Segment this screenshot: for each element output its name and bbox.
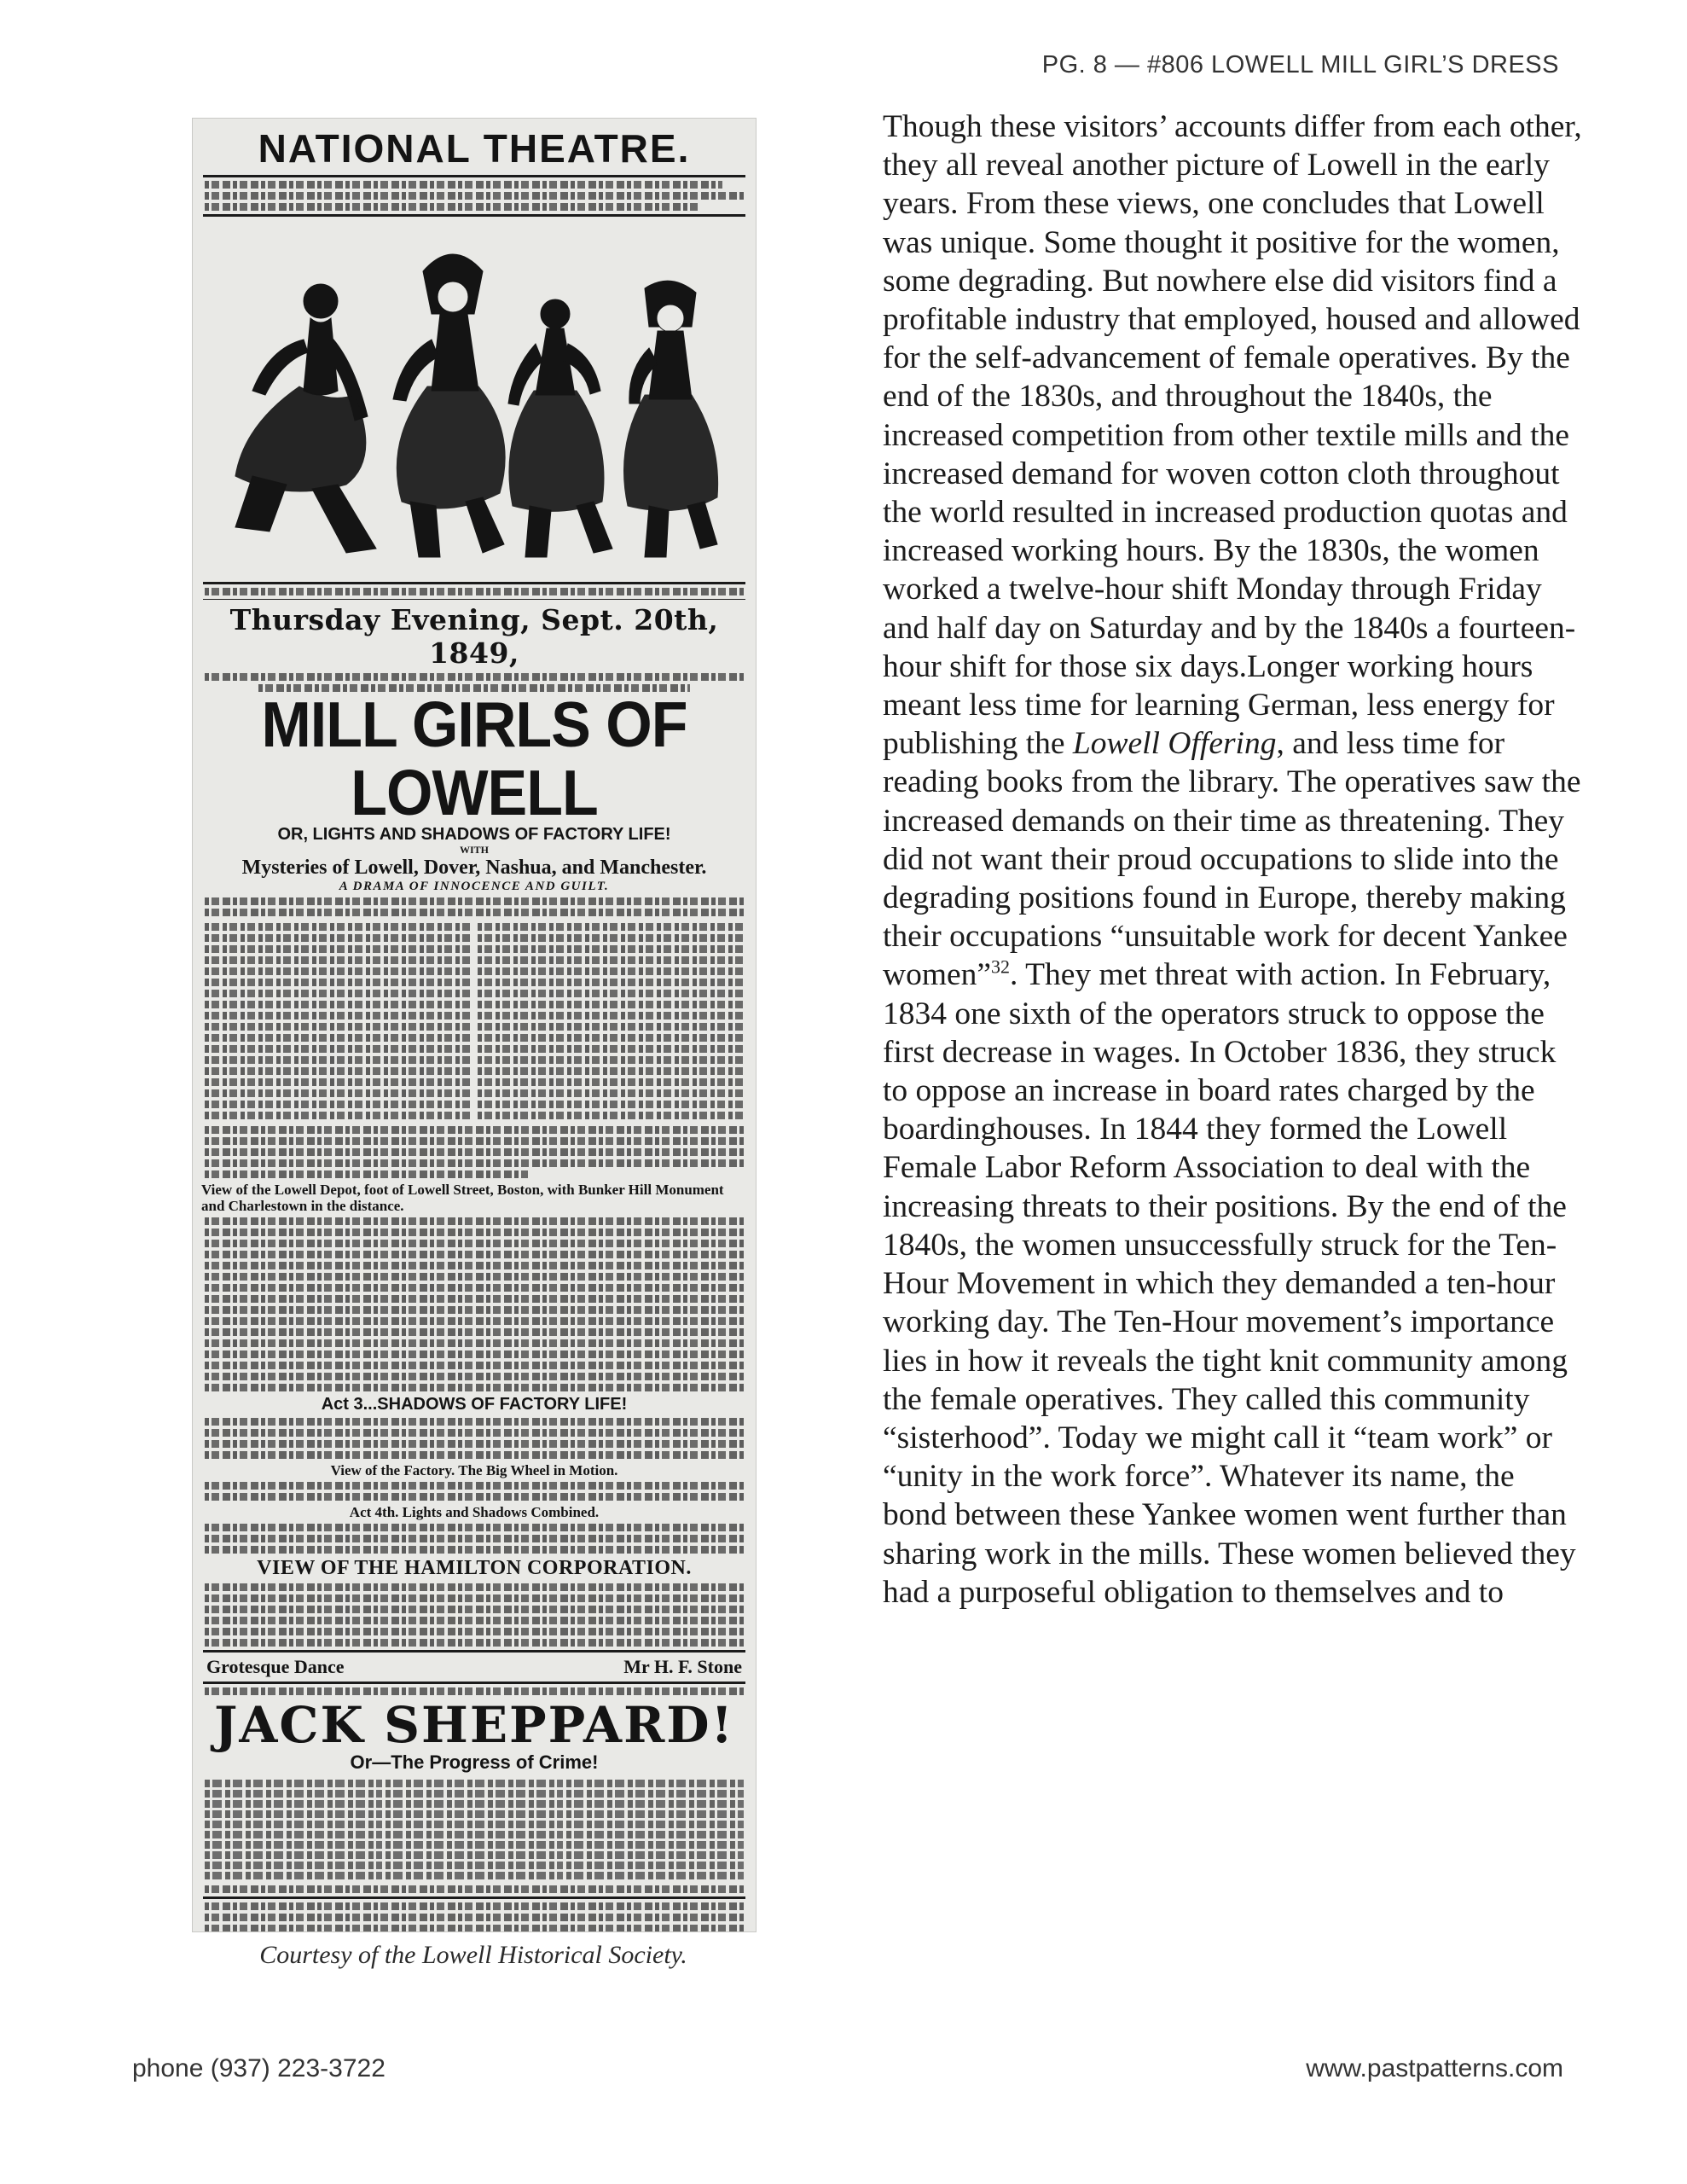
poster-subtitle: OR, LIGHTS AND SHADOWS OF FACTORY LIFE! <box>277 825 671 844</box>
poster-fine-print <box>205 588 744 595</box>
poster-act-3: Act 3...SHADOWS OF FACTORY LIFE! <box>321 1395 628 1414</box>
poster-theatre-name: NATIONAL THEATRE. <box>258 126 691 171</box>
poster-jack-sheppard: JACK SHEPPARD! <box>213 1696 735 1754</box>
poster-rule <box>203 1682 745 1684</box>
poster-fine-print <box>205 1126 744 1178</box>
page-header: PG. 8 — #806 LOWELL MILL GIRL’S DRESS <box>1041 51 1559 78</box>
image-caption: Courtesy of the Lowell Historical Society. <box>259 1941 687 1969</box>
poster-rule <box>203 1896 745 1899</box>
article-body <box>883 107 1582 1612</box>
poster-view-factory: View of the Factory. The Big Wheel in Motion. <box>330 1462 618 1478</box>
poster-fine-print <box>205 1885 744 1893</box>
footer-phone: phone (937) 223-3722 <box>132 2054 386 2082</box>
poster-date: Thursday Evening, Sept. 20th, 1849, <box>229 603 719 670</box>
footnote-reference: 32 <box>991 956 1011 978</box>
poster-drama-line: A DRAMA OF INNOCENCE AND GUILT. <box>339 880 610 893</box>
poster-hamilton: VIEW OF THE HAMILTON CORPORATION. <box>257 1557 692 1579</box>
dancing-mill-girls-illustration <box>218 220 730 578</box>
poster-cast-columns <box>205 920 744 1123</box>
poster-with: WITH <box>459 844 489 856</box>
poster-title: MILL GIRLS OF LOWELL <box>261 688 687 829</box>
poster-fine-print <box>205 1902 744 1932</box>
footer-website[interactable]: www.pastpatterns.com <box>1306 2054 1563 2082</box>
poster-fine-print <box>205 1418 744 1459</box>
poster-progress: Or—The Progress of Crime! <box>350 1751 599 1773</box>
poster-fine-print <box>205 181 744 211</box>
poster-stone: Mr H. F. Stone <box>623 1656 742 1677</box>
article-text-part-3: . They met threat with action. In February, 1834 one sixth of the operators struck to oppose the first decrease in wages. In October 1836, they struck to oppose an increase in board rates charged by the boardinghouses. In 1844 they formed the Lowell Female Labor Reform Association to deal with the increasing threats to their positions. By the end of the 1840s, the women unsuccessfully struck for the Ten-Hour Movement in which they demanded a ten-hour working day. The Ten-Hour movement’s importance lies in how it reveals the tight knit community among the female operatives. They called this community “sisterhood”. Today we might call it “team work” or “unity in the work force”. Whatever its name, the bond between these Yankee women went further than sharing work in the mills. These women believed they had a purposeful obligation to themselves and to <box>883 957 1576 1610</box>
poster-fine-print <box>205 1524 744 1554</box>
poster-rule <box>203 599 745 600</box>
poster-fine-print <box>205 1687 744 1695</box>
poster-grotesque: Grotesque Dance <box>206 1656 345 1677</box>
poster-fine-print <box>205 1482 744 1501</box>
article-paragraph <box>883 107 1582 1612</box>
poster-fine-print <box>205 897 744 916</box>
poster-grotesque-row <box>206 1656 742 1678</box>
article-text-part-1: Though these visitors’ accounts differ from each other, they all reveal another picture of Lowell in the early years. From these views, one concludes that Lowell was unique. Some thought it positive for the women, some degrading. But nowhere else did visitors find a profitable industry that employed, housed and allowed for the self-advancement of female operatives. By the end of the 1830s, and throughout the 1840s, the increased competition from other textile mills and the increased demand for woven cotton cloth throughout the world resulted in increased production quotas and increased working hours. By the 1830s, the women worked a twelve-hour shift Monday through Friday and half day on Saturday and by the 1840s a fourteen-hour shift for those six days.Longer working hours meant less time for learning German, less energy for publishing the <box>883 109 1582 762</box>
article-text-part-2: , and less time for reading books from the library. The operatives saw the increased demands on their time as threatening. They did not want their proud occupations to slide into the degrading positions found in Europe, thereby making their occupations “unsuitable work for decent Yankee women” <box>883 726 1581 993</box>
poster-rule <box>203 1650 745 1653</box>
poster-view-depot: View of the Lowell Depot, foot of Lowell Street, Boston, with Bunker Hill Monument and Charlestown in the distance. <box>201 1182 724 1214</box>
theatre-poster-image <box>192 118 757 1932</box>
poster-act-4: Act 4th. Lights and Shadows Combined. <box>349 1504 600 1520</box>
poster-mysteries: Mysteries of Lowell, Dover, Nashua, and Manchester. <box>241 857 707 879</box>
poster-cast-list <box>205 1777 744 1882</box>
poster-rule <box>203 582 745 584</box>
poster-rule <box>203 175 745 177</box>
lowell-offering-title: Lowell Offering <box>1072 726 1277 762</box>
poster-fine-print <box>205 1217 744 1391</box>
poster-rule <box>203 214 745 217</box>
poster-fine-print <box>205 1583 744 1647</box>
